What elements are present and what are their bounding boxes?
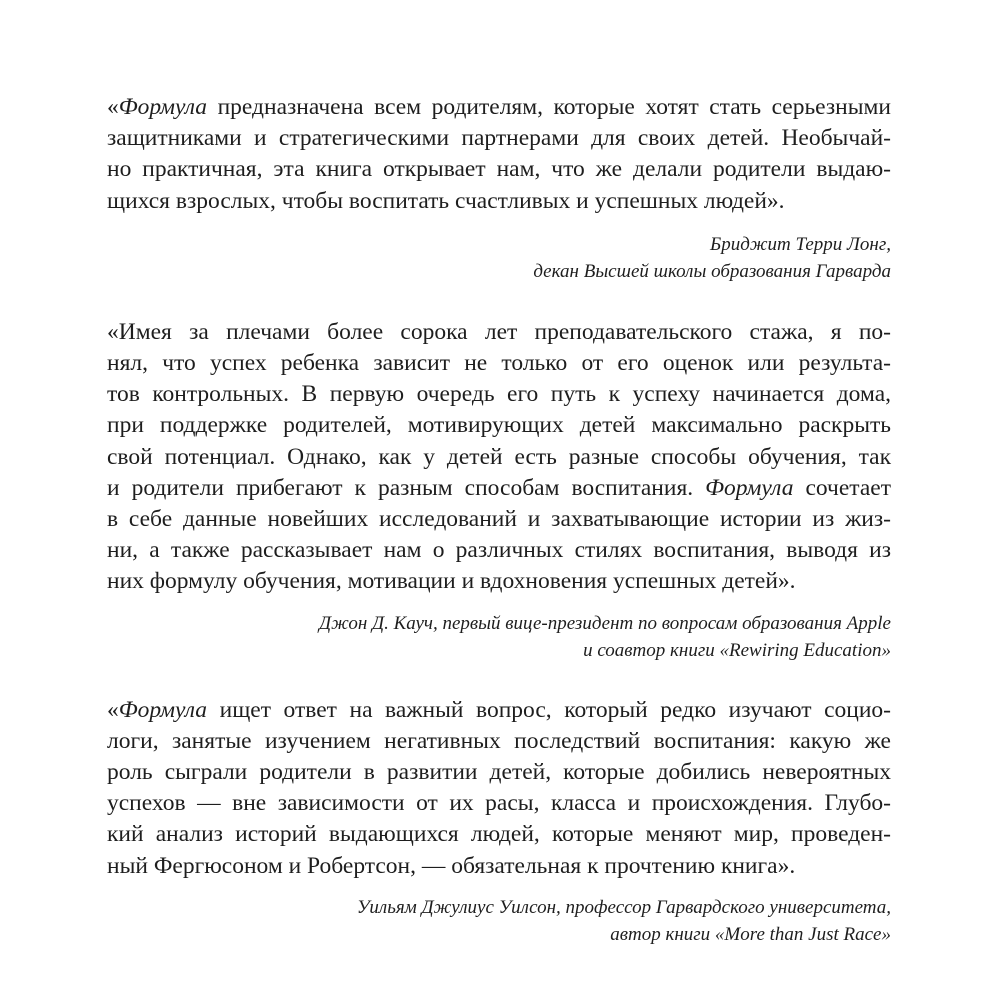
quote-2-line-5: свой потенциал. Однако, как у детей есть разные способы обучения, так — [107, 443, 891, 470]
quote-2-attribution — [107, 610, 891, 664]
attribution-role: автор книги «More than Just Race» — [610, 923, 891, 945]
quote-3-line-4: успехов — вне зависимости от их расы, класса и происхождения. Глубо- — [107, 790, 891, 817]
book-title-emphasis: Формула — [118, 696, 208, 723]
quote-3-attribution — [107, 894, 891, 948]
attribution-role: декан Высшей школы образования Гарварда — [533, 260, 891, 282]
quote-1-line-4: щихся взрослых, чтобы воспитать счастливых и успешных людей». — [107, 187, 785, 214]
quote-2-line-6: и родители прибегают к разным способам воспитания. Формула сочетает — [107, 474, 891, 501]
quote-3-line-3: роль сыграли родители в развитии детей, которые добились невероятных — [107, 759, 891, 786]
quote-3-line-6: ный Фергюсоном и Робертсон, — обязательная к прочтению книга». — [107, 852, 796, 879]
quote-1-line-3: но практичная, эта книга открывает нам, что же делали родители выдаю- — [107, 156, 891, 183]
quote-2-line-9: них формулу обучения, мотивации и вдохновения успешных детей». — [107, 568, 796, 595]
quote-2 — [107, 317, 891, 598]
attribution-author: Джон Д. Кауч, первый вице-президент по вопросам образования Apple — [319, 612, 891, 634]
quote-2-line-8: ни, а также рассказывает нам о различных стилях воспитания, выводя из — [107, 537, 891, 564]
quote-3-line-5: кий анализ историй выдающихся людей, которые меняют мир, проведен- — [107, 821, 891, 848]
quote-2-line-7: в себе данные новейших исследований и захватывающие истории из жиз- — [107, 506, 891, 533]
quote-3 — [107, 695, 891, 882]
book-title-emphasis: Формула — [118, 94, 208, 120]
book-page — [107, 92, 891, 948]
quote-2-line-3: тов контрольных. В первую очередь его путь к успеху начинается дома, — [107, 381, 891, 408]
attribution-author: Уильям Джулиус Уилсон, профессор Гарвардского университета, — [356, 896, 891, 918]
quote-1 — [107, 92, 891, 217]
book-title-emphasis: Формула — [705, 474, 794, 501]
quote-2-line-1: «Имея за плечами более сорока лет преподавательского стажа, я по- — [107, 318, 891, 345]
quote-3-line-1: «Формула ищет ответ на важный вопрос, который редко изучают социо- — [107, 696, 891, 723]
quote-1-attribution — [107, 231, 891, 285]
quote-2-line-2: нял, что успех ребенка зависит не только от его оценок или результа- — [107, 350, 891, 377]
quote-3-line-2: логи, занятые изучением негативных последствий воспитания: какую же — [107, 727, 891, 754]
attribution-role: и соавтор книги «Rewiring Education» — [583, 639, 891, 661]
quote-2-line-4: при поддержке родителей, мотивирующих детей максимально раскрыть — [107, 412, 891, 439]
quote-1-line-1: «Формула предназначена всем родителям, которые хотят стать серьезными — [107, 94, 891, 120]
attribution-author: Бриджит Терри Лонг, — [710, 233, 891, 255]
quote-1-line-2: защитниками и стратегическими партнерами для своих детей. Необычай- — [107, 125, 891, 152]
